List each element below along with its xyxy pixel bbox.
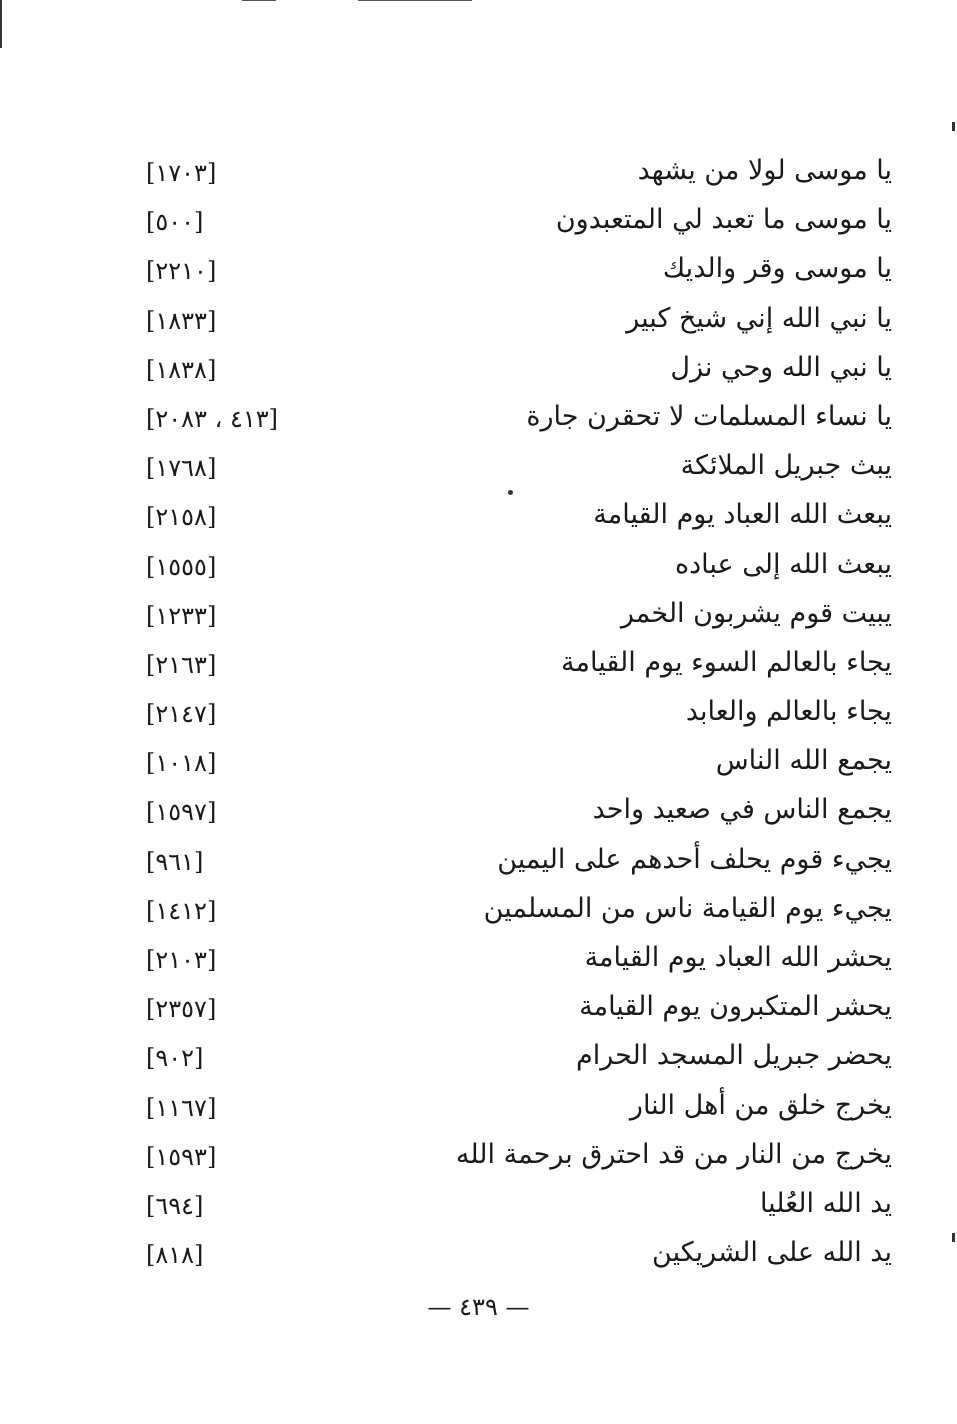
entry-text: يخرج من النار من قد احترق برحمة الله bbox=[455, 1138, 892, 1170]
entry-text: يا موسى لولا من يشهد bbox=[637, 155, 892, 186]
entry-reference: [١٧٦٨] bbox=[146, 454, 217, 483]
entry-text: يد الله على الشريكين bbox=[652, 1237, 892, 1269]
entry-text: يد الله العُليا bbox=[759, 1187, 892, 1219]
entry-reference: [٢٢١٠] bbox=[146, 257, 217, 286]
entry-reference: [١٥٥٥] bbox=[146, 552, 217, 581]
index-row bbox=[140, 888, 900, 937]
page-edge-mark bbox=[0, 0, 2, 48]
index-row bbox=[140, 937, 900, 986]
entry-text: يجمع الناس في صعيد واحد bbox=[592, 794, 892, 826]
entry-reference: [٨١٨] bbox=[146, 1241, 204, 1270]
index-row bbox=[140, 642, 900, 691]
entry-text: يبعث الله العباد يوم القيامة bbox=[593, 499, 892, 531]
index-row bbox=[140, 789, 900, 838]
index-row bbox=[140, 691, 900, 740]
index-row bbox=[140, 199, 900, 248]
entry-reference: [٥٠٠] bbox=[146, 208, 204, 237]
entry-text: يحشر الله العباد يوم القيامة bbox=[584, 942, 892, 973]
index-row bbox=[140, 740, 900, 789]
index-row bbox=[140, 150, 900, 199]
index-row bbox=[140, 1232, 900, 1281]
entry-text: يا نبي الله وحي نزل bbox=[670, 351, 892, 383]
entry-text: يا موسى وقر والديك bbox=[662, 253, 892, 285]
index-row bbox=[140, 1085, 900, 1134]
entry-text: يحشر المتكبرون يوم القيامة bbox=[579, 991, 892, 1023]
entry-text: يخرج خلق من أهل النار bbox=[629, 1089, 892, 1121]
index-row bbox=[140, 839, 900, 888]
entry-text: يبعث الله إلى عباده bbox=[675, 548, 892, 580]
entry-reference: [٢١٦٣] bbox=[146, 650, 217, 679]
entry-reference: [١٠١٨] bbox=[146, 749, 217, 778]
entry-reference: [١٨٣٨] bbox=[146, 355, 217, 384]
entry-text: يا نساء المسلمات لا تحقرن جارة bbox=[526, 400, 892, 432]
entry-reference: [٢١٠٣] bbox=[146, 946, 217, 974]
entry-reference: [٤١٣ ، ٢٠٨٣] bbox=[146, 404, 278, 433]
entry-text: يجيء يوم القيامة ناس من المسلمين bbox=[483, 892, 892, 924]
entry-reference: [١٢٣٣] bbox=[146, 601, 217, 630]
entry-reference: [٢٣٥٧] bbox=[146, 995, 217, 1024]
index-row bbox=[140, 544, 900, 593]
entry-reference: [٩٠٢] bbox=[146, 1044, 204, 1073]
entry-text: يبيت قوم يشربون الخمر bbox=[620, 597, 892, 629]
index-row bbox=[140, 445, 900, 494]
index-row bbox=[140, 347, 900, 396]
entry-reference: [١٥٩٣] bbox=[146, 1142, 217, 1171]
index-row bbox=[140, 593, 900, 642]
entry-text: يحضر جبريل المسجد الحرام bbox=[576, 1040, 892, 1072]
index-row bbox=[140, 298, 900, 347]
entry-reference: [٩٦١] bbox=[146, 847, 204, 876]
index-row bbox=[140, 1035, 900, 1084]
hadith-index-list bbox=[140, 150, 900, 1281]
entry-text: يجيء قوم يحلف أحدهم على اليمين bbox=[497, 843, 892, 875]
entry-text: يجمع الله الناس bbox=[715, 745, 892, 777]
index-row bbox=[140, 396, 900, 445]
entry-text: يجاء بالعالم السوء يوم القيامة bbox=[561, 646, 892, 678]
entry-text: يجاء بالعالم والعابد bbox=[685, 696, 892, 728]
entry-reference: [١٧٠٣] bbox=[146, 159, 217, 187]
entry-reference: [٦٩٤] bbox=[146, 1191, 204, 1220]
entry-reference: [١٥٩٧] bbox=[146, 798, 217, 827]
entry-reference: [٢١٤٧] bbox=[146, 700, 217, 729]
margin-mark-bottom bbox=[952, 1233, 955, 1242]
index-row bbox=[140, 1134, 900, 1183]
index-row bbox=[140, 248, 900, 297]
index-row bbox=[140, 494, 900, 543]
index-row bbox=[140, 986, 900, 1035]
entry-text: يا نبي الله إني شيخ كبير bbox=[626, 302, 892, 334]
top-rule-left bbox=[242, 0, 276, 1]
entry-text: يا موسى ما تعبد لي المتعبدون bbox=[555, 204, 892, 236]
entry-reference: [٢١٥٨] bbox=[146, 503, 217, 532]
index-row bbox=[140, 1183, 900, 1232]
entry-reference: [١٨٣٣] bbox=[146, 306, 217, 335]
entry-reference: [١١٦٧] bbox=[146, 1093, 217, 1122]
margin-mark-top bbox=[952, 122, 955, 131]
top-rule-right bbox=[358, 0, 472, 1]
entry-reference: [١٤١٢] bbox=[146, 896, 217, 925]
entry-text: يبث جبريل الملائكة bbox=[680, 450, 892, 482]
page-number: — ٤٣٩ — bbox=[427, 1293, 530, 1321]
